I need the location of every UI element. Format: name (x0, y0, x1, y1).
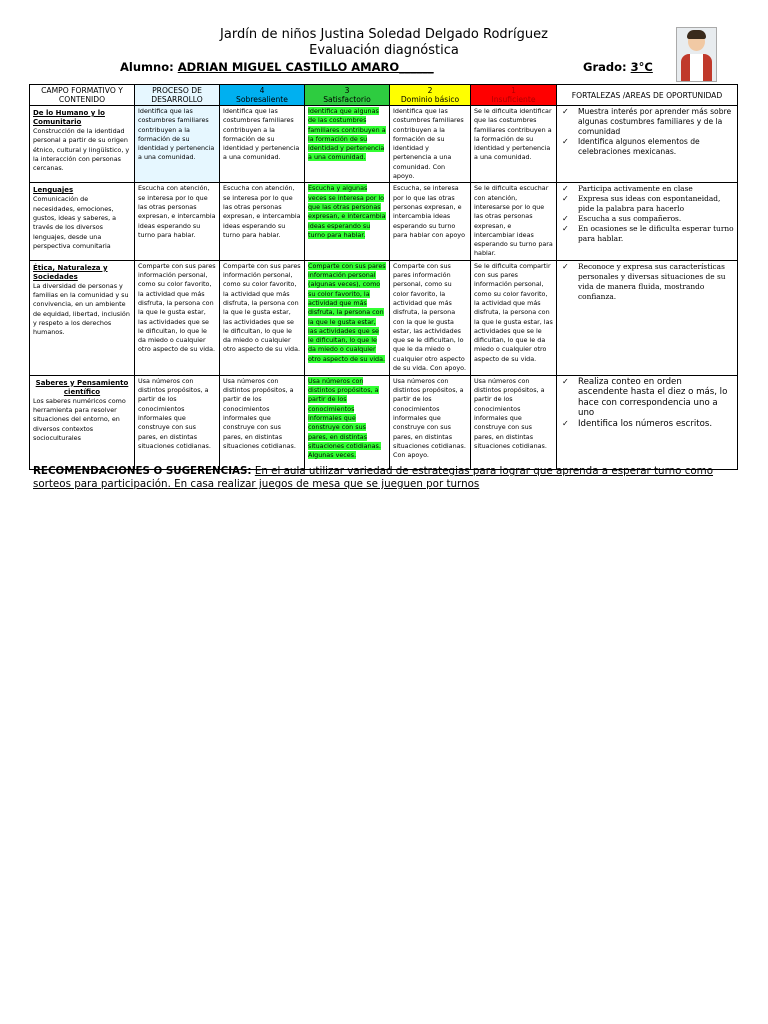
level-2-cell: Identifica que las costumbres familiares contribuyen a la formación de su identidad y pertenencia a una comunidad. Con apoyo. (390, 106, 471, 183)
campo-title: Ética, Naturaleza y Sociedades (33, 263, 108, 281)
campo-description: La diversidad de personas y familias en la comunidad y su convivencia, en un ambiente de equidad, libertad, inclusión y respeto a los derechos humanos. (33, 281, 130, 337)
list-item: ✓ Expresa sus ideas con espontaneidad, pide la palabra para hacerlo (578, 194, 734, 214)
level-2-cell: Comparte con sus pares información personal, como su color favorito, la actividad que más disfruta, la persona con la que le gusta estar, las actividades que se le dificultan, lo que le da miedo o cualquier otro aspecto de su vida. Con apoyo. (390, 260, 471, 375)
campo-cell (30, 183, 135, 260)
level-1-cell: Se le dificulta identificar que las costumbres familiares contribuyen a la formación de su identidad y pertenencia a una comunidad. (471, 106, 557, 183)
proceso-cell: Usa números con distintos propósitos, a partir de los conocimientos informales que construye con sus pares, en distintas situaciones cotidianas. (135, 375, 220, 469)
level-1-cell: Se le dificulta escuchar con atención, interesarse por lo que las otras personas expresan, e intercambiar ideas esperando su turno para hablar. (471, 183, 557, 260)
level-1-cell: Usa números con distintos propósitos, a partir de los conocimientos informales que construye con sus pares, en distintas situaciones cotidianas. (471, 375, 557, 469)
level-4-cell: Comparte con sus pares información personal, como su color favorito, la actividad que más disfruta, la persona con la que le gusta estar, las actividades que se le dificultan, lo que le da miedo o cualquier otro aspecto de su vida. (220, 260, 305, 375)
campo-title: Saberes y Pensamiento científico (35, 378, 129, 396)
recommendations-label: RECOMENDACIONES O SUGERENCIAS: (33, 465, 252, 477)
level-3-cell (305, 375, 390, 469)
fortalezas-cell (557, 183, 738, 260)
list-item: ✓ Identifica algunos elementos de celebraciones mexicanas. (578, 137, 734, 157)
campo-description: Los saberes numéricos como herramienta para resolver situaciones del entorno, en diversos contextos socioculturales (33, 396, 126, 442)
header-level-1: 1 Insuficiente (471, 85, 557, 106)
student-field (120, 60, 434, 74)
campo-cell (30, 106, 135, 183)
recommendations (33, 465, 733, 491)
proceso-cell: Comparte con sus pares información personal, como su color favorito, la actividad que más disfruta, la persona con la que le gusta estar, las actividades que se le dificultan, lo que le da miedo o cualquier otro aspecto de su vida. (135, 260, 220, 375)
grade-field (583, 60, 653, 74)
campo-cell (30, 375, 135, 469)
campo-cell (30, 260, 135, 375)
campo-title: Lenguajes (33, 186, 74, 195)
header-fortalezas: FORTALEZAS /AREAS DE OPORTUNIDAD (557, 85, 738, 106)
selected-level-text: Usa números con distintos propósitos, a partir de los conocimientos informales que construye con sus pares, en distintas situaciones cotidianas. Algunas veces. (308, 376, 381, 460)
student-photo (676, 27, 717, 82)
campo-title: De lo Humano y lo Comunitario (33, 109, 105, 126)
list-item: ✓ Reconoce y expresa sus características personales y diversas situaciones de su vida de manera fluida, mostrando confianza. (578, 262, 734, 302)
campo-description: Comunicación de necesidades, emociones, gustos, ideas y saberes, a través de los diversos lenguajes, desde una perspectiva comunitaria (33, 195, 117, 250)
header-campo: CAMPO FORMATIVO Y CONTENIDO (30, 85, 135, 106)
table-row (30, 375, 738, 469)
level-2-cell: Usa números con distintos propósitos, a partir de los conocimientos informales que construye con sus pares, en distintas situaciones cotidianas. Con apoyo. (390, 375, 471, 469)
list-item: ✓ Participa activamente en clase (578, 184, 734, 194)
level-4-cell: Identifica que las costumbres familiares contribuyen a la formación de su identidad y pertenencia a una comunidad. (220, 106, 305, 183)
list-item: ✓ Identifica los números escritos. (578, 419, 734, 430)
fortalezas-cell (557, 106, 738, 183)
header-level-2: 2 Dominio básico (390, 85, 471, 106)
list-item: ✓ Escucha a sus compañeros. (578, 214, 734, 224)
school-name: Jardín de niños Justina Soledad Delgado Rodríguez (220, 27, 548, 42)
level-2-cell: Escucha, se interesa por lo que las otras personas expresan, e intercambia ideas esperando su turno para hablar con apoyo (390, 183, 471, 260)
campo-description: Construcción de la identidad personal a partir de su origen étnico, cultural y lingüístico, y la interacción con personas cercanas. (33, 127, 130, 173)
selected-level-text: Escucha y algunas veces se interesa por lo que las otras personas expresan, e intercambia ideas esperando su turno para hablar. (308, 184, 386, 239)
evaluation-title: Evaluación diagnóstica (309, 43, 459, 58)
rubric-table (29, 84, 738, 470)
level-3-cell (305, 106, 390, 183)
fortalezas-cell (557, 375, 738, 469)
level-3-cell (305, 260, 390, 375)
list-item: ✓ En ocasiones se le dificulta esperar turno para hablar. (578, 224, 734, 244)
level-1-cell: Se le dificulta compartir con sus pares información personal, como su color favorito, la actividad que más disfruta, la persona con la que le gusta estar, las actividades que se le dificultan, lo que le da miedo o cualquier otro aspecto de su vida. (471, 260, 557, 375)
table-row (30, 183, 738, 260)
fortalezas-list (560, 377, 734, 430)
document-header (0, 27, 768, 59)
fortalezas-cell (557, 260, 738, 375)
recommendations-text: En el aula utilizar variedad de estrategias para lograr que aprenda a esperar turno como sorteos para participación. En casa realizar juegos de mesa que se jueguen por turnos (33, 465, 714, 490)
table-row (30, 106, 738, 183)
level-4-cell: Usa números con distintos propósitos, a partir de los conocimientos informales que construye con sus pares, en distintas situaciones cotidianas. (220, 375, 305, 469)
selected-level-text: Comparte con sus pares información personal (algunas veces), como su color favorito, la actividad que más disfruta, la persona con la que le gusta estar, las actividades que se le dificultan, lo que le da miedo o cualquier otro aspecto de su vida. (308, 261, 386, 363)
fortalezas-list (560, 262, 734, 302)
grade-label: Grado: (583, 60, 627, 74)
level-4-cell: Escucha con atención, se interesa por lo que las otras personas expresan, e intercambia ideas esperando su turno para hablar. (220, 183, 305, 260)
proceso-cell: Escucha con atención, se interesa por lo que las otras personas expresan, e intercambia ideas esperando su turno para hablar. (135, 183, 220, 260)
student-name: ADRIAN MIGUEL CASTILLO AMARO______ (177, 60, 434, 74)
header-proceso: PROCESO DE DESARROLLO (135, 85, 220, 106)
header-level-4: 4 Sobresaliente (220, 85, 305, 106)
list-item: ✓ Realiza conteo en orden ascendente hasta el diez o más, lo hace con correspondencia uno a uno (578, 377, 734, 419)
header-row (30, 85, 738, 106)
grade-value: 3°C (630, 60, 653, 74)
proceso-cell: Identifica que las costumbres familiares contribuyen a la formación de su identidad y pertenencia a una comunidad. (135, 106, 220, 183)
fortalezas-list (560, 107, 734, 157)
list-item: ✓ Muestra interés por aprender más sobre algunas costumbres familiares y de la comunidad (578, 107, 734, 137)
header-level-3: 3 Satisfactorio (305, 85, 390, 106)
table-row (30, 260, 738, 375)
fortalezas-list (560, 184, 734, 244)
student-label: Alumno: (120, 60, 174, 74)
selected-level-text: Identifica que algunas de las costumbres familiares contribuyen a la formación de su identidad y pertenencia a una comunidad. (308, 107, 386, 162)
level-3-cell (305, 183, 390, 260)
